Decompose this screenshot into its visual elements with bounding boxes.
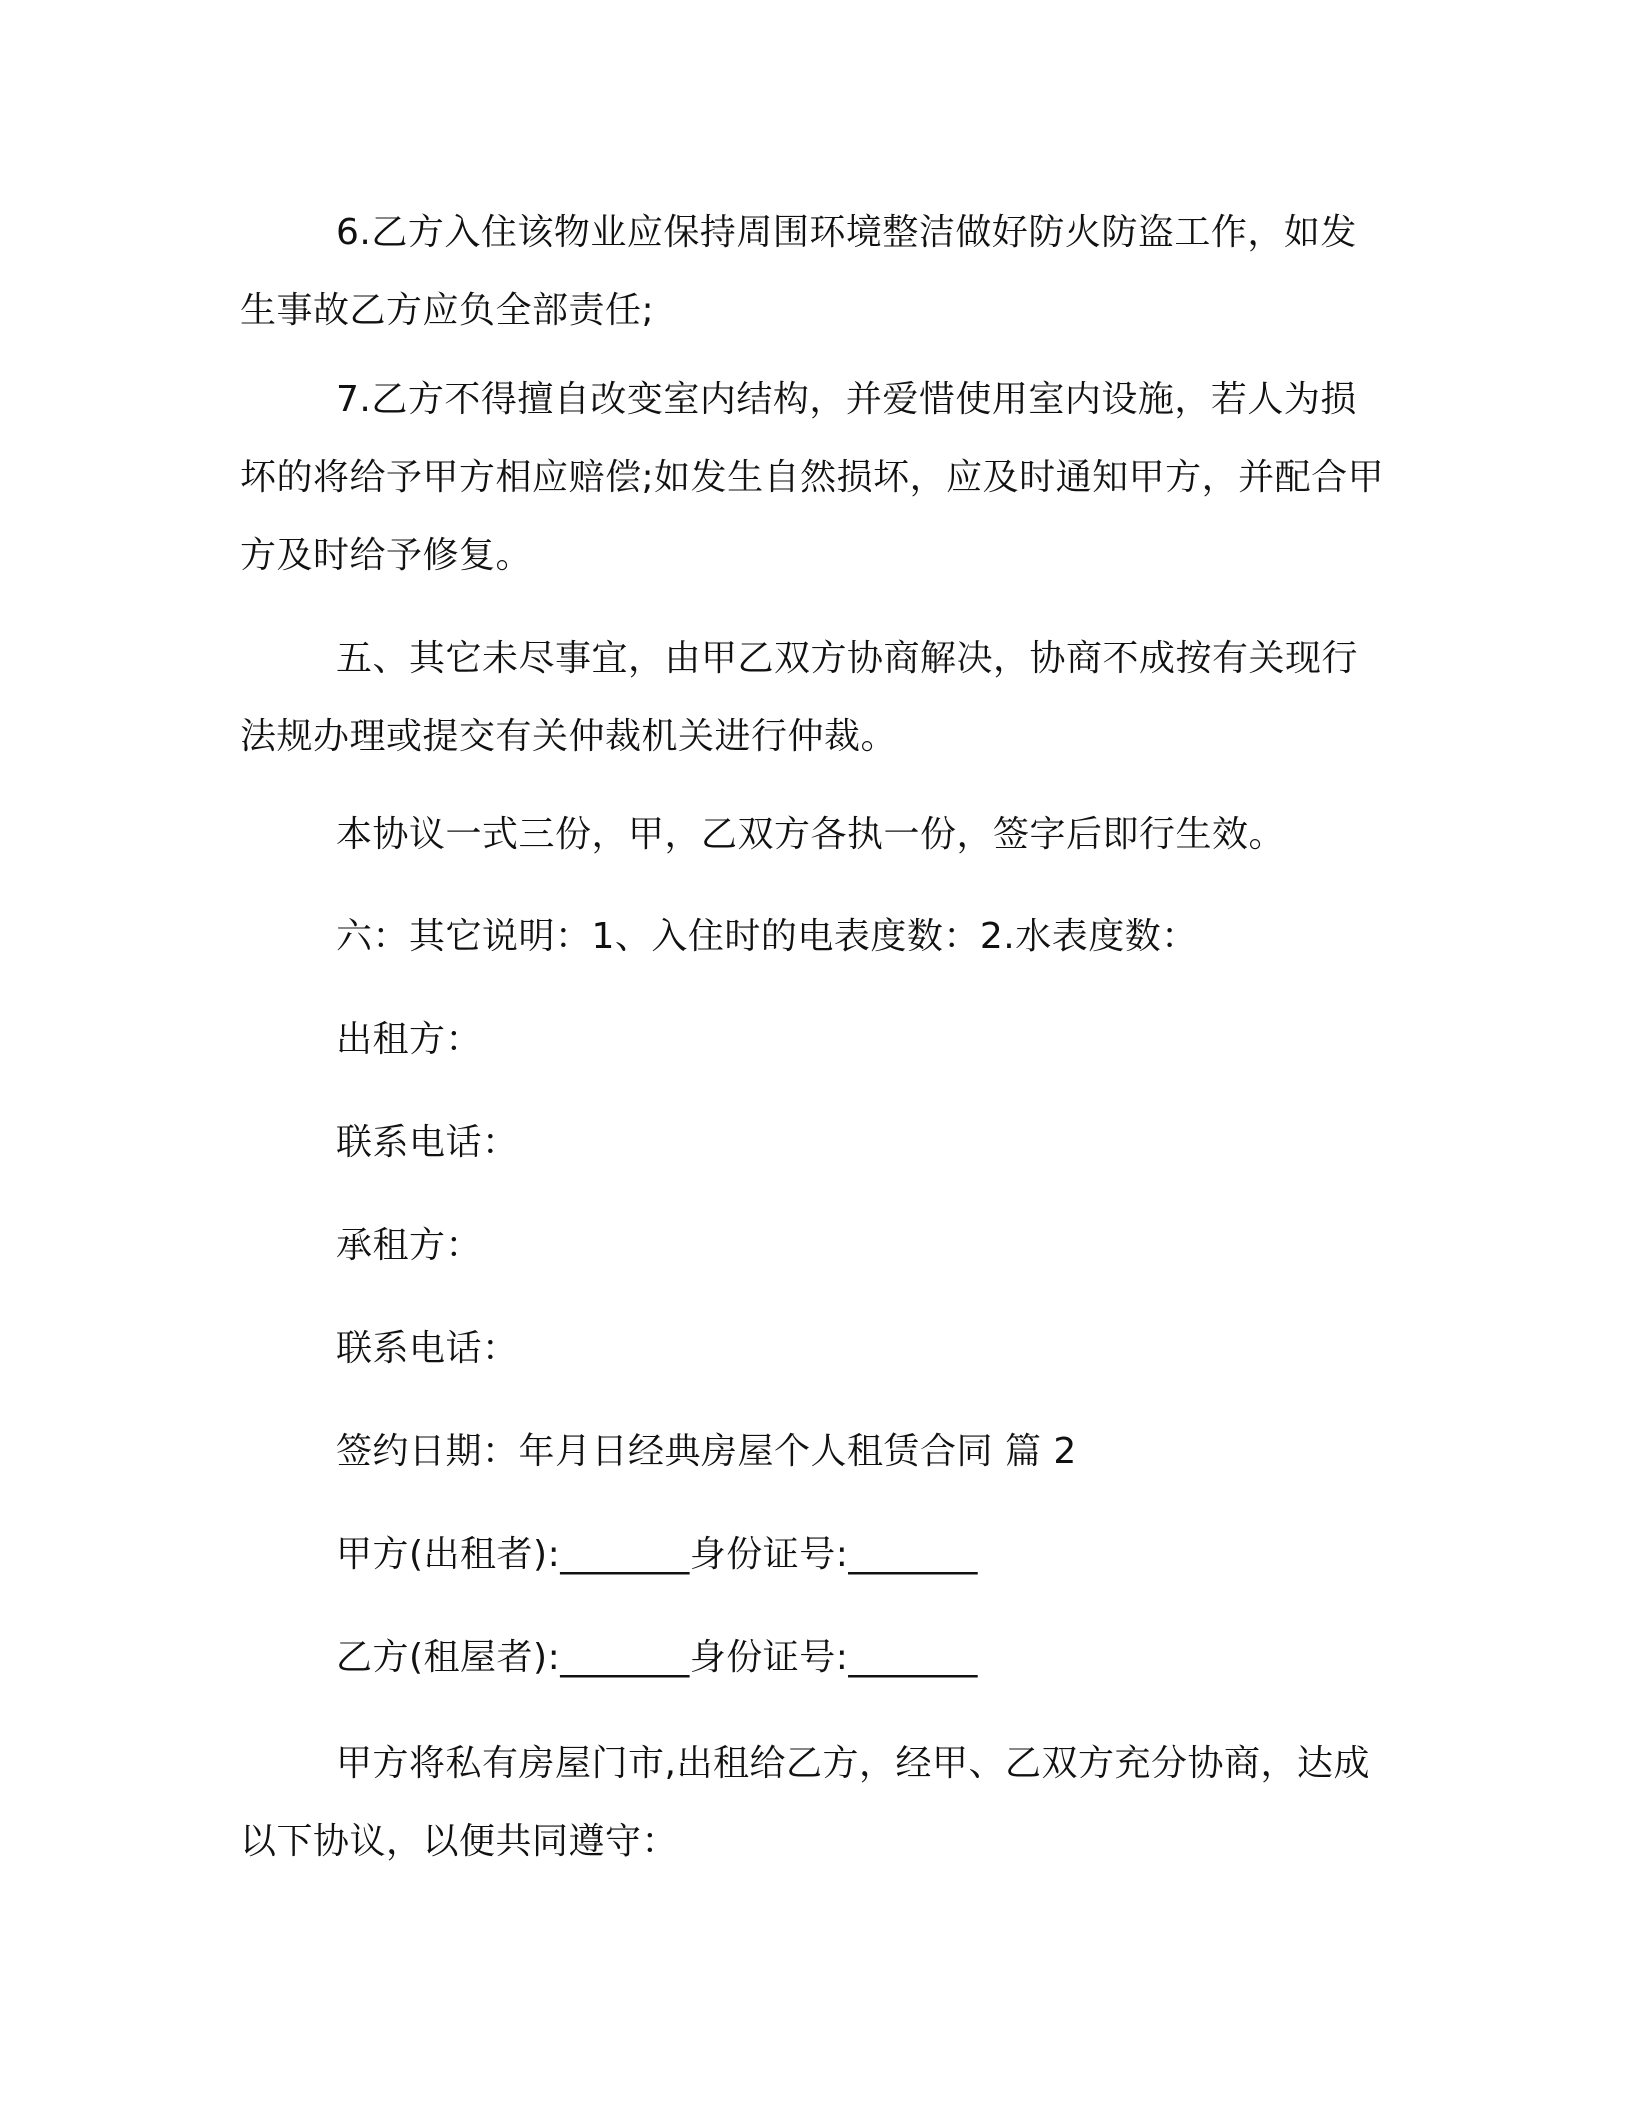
lessee-label: 承租方：: [336, 1225, 483, 1266]
clause-7: 7.乙方不得擅自改变室内结构，并爱惜使用室内设施，若人为损坏的将给予甲方相应赔偿;如发生自然损坏，应及时通知甲方，并配合甲方及时给予修复。: [240, 379, 1385, 576]
agreement-intro: 甲方将私有房屋门市,出租给乙方，经甲、乙双方充分协商，达成以下协议，以便共同遵守：: [240, 1743, 1370, 1862]
party-b-line: 乙方(租屋者):_______身份证号:_______: [336, 1637, 978, 1678]
section-five: 五、其它未尽事宜，由甲乙双方协商解决，协商不成按有关现行法规办理或提交有关仲裁机关进行仲裁。: [240, 638, 1359, 757]
section-six: 六：其它说明：1、入住时的电表度数：2.水表度数：: [336, 916, 1198, 957]
sign-date: 签约日期：年月日经典房屋个人租赁合同 篇 2: [336, 1431, 1077, 1472]
lessee-phone-label: 联系电话：: [336, 1328, 519, 1369]
lessor-label: 出租方：: [336, 1019, 483, 1060]
party-a-line: 甲方(出租者):_______身份证号:_______: [336, 1534, 978, 1575]
clause-6: 6.乙方入住该物业应保持周围环境整洁做好防火防盗工作，如发生事故乙方应负全部责任;: [240, 212, 1357, 331]
lessor-phone-label: 联系电话：: [336, 1122, 519, 1163]
copies-statement: 本协议一式三份，甲，乙双方各执一份，签字后即行生效。: [336, 814, 1286, 855]
